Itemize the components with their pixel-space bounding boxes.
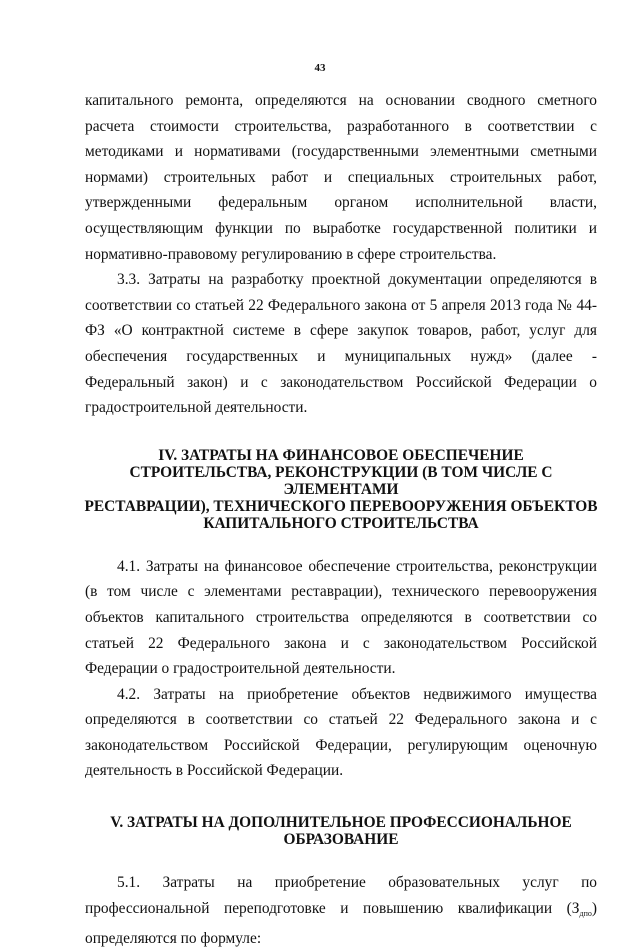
section-5-heading-line: V. ЗАТРАТЫ НА ДОПОЛНИТЕЛЬНОЕ ПРОФЕССИОНАЛЬНОЕ bbox=[110, 814, 572, 832]
section-4-heading-line: КАПИТАЛЬНОГО СТРОИТЕЛЬСТВА bbox=[203, 514, 479, 532]
section-4-heading bbox=[85, 447, 597, 532]
section-5-heading-line: ОБРАЗОВАНИЕ bbox=[283, 831, 399, 849]
paragraph-4-1: 4.1. Затраты на финансовое обеспечение строительства, реконструкции (в том числе с элементами реставрации), технического перевооружения объектов капитального строительства определяются в соответствии со статьей 22 Федерального закона и с законодательством Российской Федерации о градостроительной деятельности. bbox=[85, 557, 597, 678]
paragraph-5-1-text: 5.1. Затраты на приобретение образовательных услуг по профессиональной переподготовке и повышению квалификации ( bbox=[85, 874, 597, 917]
section-4-heading-line: ЭЛЕМЕНТАМИ bbox=[283, 480, 399, 498]
section-4-heading-line: РЕСТАВРАЦИИ), ТЕХНИЧЕСКОГО ПЕРЕВООРУЖЕНИЯ ОБЪЕКТОВ bbox=[84, 497, 598, 515]
paragraph-5-1 bbox=[85, 870, 597, 952]
document-body bbox=[85, 88, 597, 952]
page-number: 43 bbox=[314, 62, 326, 74]
section-4-heading-line: СТРОИТЕЛЬСТВА, РЕКОНСТРУКЦИИ (В ТОМ ЧИСЛЕ С bbox=[129, 463, 553, 481]
paragraph-5-1-text-end: ) определяются по формуле: bbox=[85, 899, 597, 948]
section-4-heading-line: IV. ЗАТРАТЫ НА ФИНАНСОВОЕ ОБЕСПЕЧЕНИЕ bbox=[158, 446, 524, 464]
formula-symbol: З bbox=[571, 899, 580, 917]
paragraph-3-3: 3.3. Затраты на разработку проектной документации определяются в соответствии со статьей 22 Федерального закона от 5 апреля 2013 года № 44-ФЗ «О контрактной системе в сфере закупок товаров, работ, услуг для обеспечения государственных и муниципальных нужд» (далее - Федеральный закон) и с законодательством Российской Федерации о градостроительной деятельности. bbox=[85, 271, 597, 417]
formula-subscript: дпо bbox=[579, 908, 592, 918]
paragraph-continuation: капитального ремонта, определяются на основании сводного сметного расчета стоимости строительства, разработанного в соответствии с методиками и нормативами (государственными элементными сметными нормами) строительных работ и специальных строительных работ, утвержденными федеральным органом исполнительной власти, осуществляющим функции по выработке государственной политики и нормативно-правовому регулированию в сфере строительства. bbox=[85, 92, 597, 263]
paragraph-4-2: 4.2. Затраты на приобретение объектов недвижимого имущества определяются в соответствии со статьей 22 Федерального закона и с законодательством Российской Федерации, регулирующим оценочную деятельность в Российской Федерации. bbox=[85, 685, 597, 780]
section-5-heading bbox=[85, 814, 597, 848]
